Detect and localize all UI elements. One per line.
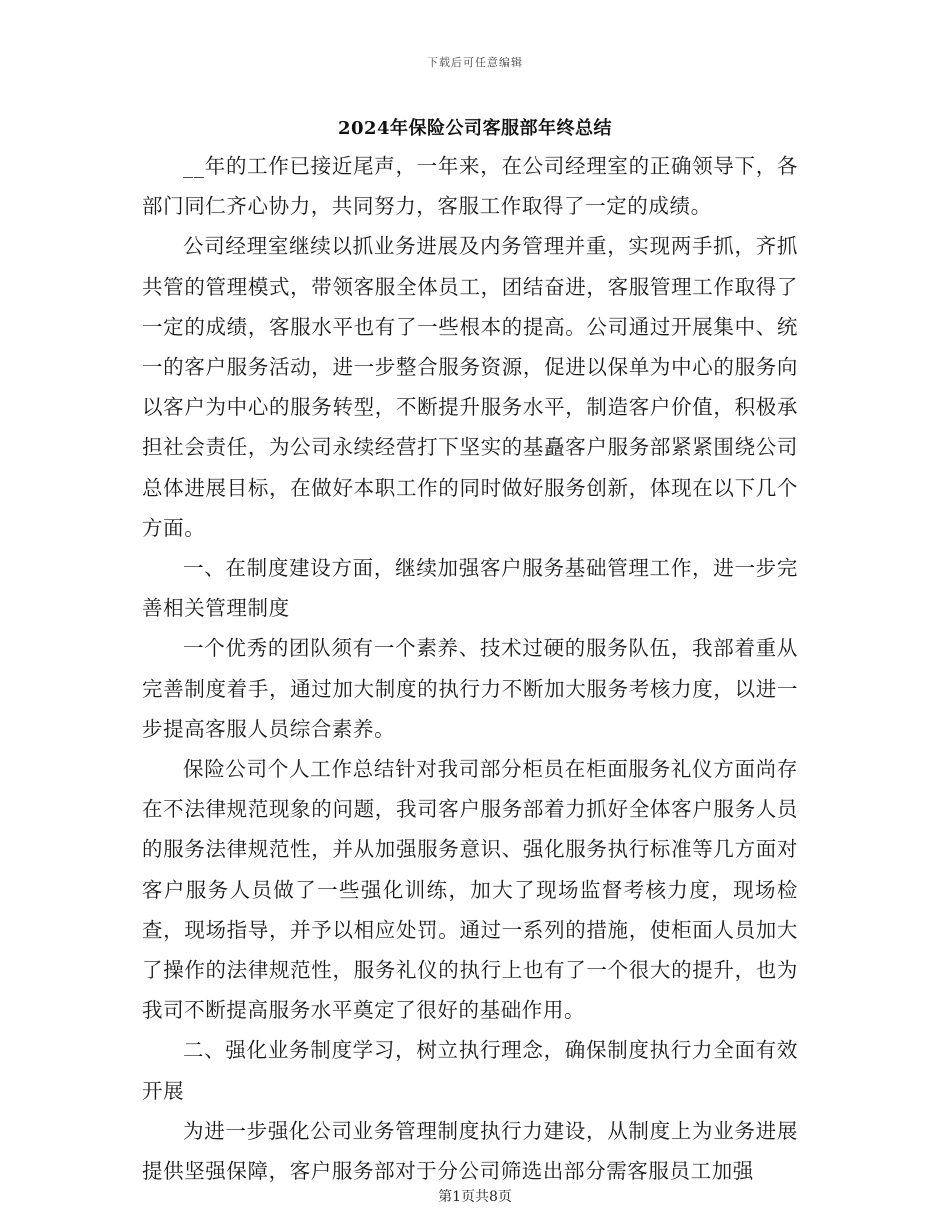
- paragraph-service-etiquette: 保险公司个人工作总结针对我司部分柜员在柜面服务礼仪方面尚存在不法律规范现象的问题，我司客户服务部着力抓好全体客户服务人员的服务法律规范性，并从加强服务意识、强化服务执行标准等几方面对客户服务人员做了一些强化训练，加大了现场监督考核力度，现场检查，现场指导，并予以相应处罚。通过一系列的措施，使柜面人员加大了操作的法律规范性，服务礼仪的执行上也有了一个很大的提升，也为我司不断提高服务水平奠定了很好的基础作用。: [142, 757, 798, 1023]
- paragraph-management-model: 公司经理室继续以抓业务进展及内务管理并重，实现两手抓，齐抓共管的管理模式，带领客服全体员工，团结奋进，客服管理工作取得了一定的成绩，客服水平也有了一些根本的提高。公司通过开展集中、统一的客户服务活动，进一步整合服务资源，促进以保单为中心的服务向以客户为中心的服务转型，不断提升服务水平，制造客户价值，积极承担社会责任，为公司永续经营打下坚实的基矗客户服务部紧紧围绕公司总体进展目标，在做好本职工作的同时做好服务创新，体现在以下几个方面。: [142, 234, 798, 540]
- section-heading-1: 一、在制度建设方面，继续加强客户服务基础管理工作，进一步完善相关管理制度: [142, 556, 798, 621]
- page-number: 第1页共8页: [438, 1189, 512, 1205]
- paragraph-execution: 为进一步强化公司业务管理制度执行力建设，从制度上为业务进展提供坚强保障，客户服务部对于分公司筛选出部分需客服员工加强: [142, 1118, 798, 1184]
- page-header-note: 下载后可任意编辑: [427, 56, 523, 69]
- document-body: [142, 146, 798, 1191]
- paragraph-intro: __年的工作已接近尾声，一年来，在公司经理室的正确领导下，各部门同仁齐心协力，共同努力，客服工作取得了一定的成绩。: [142, 154, 798, 219]
- section-heading-2: 二、强化业务制度学习，树立执行理念，确保制度执行力全面有效开展: [142, 1038, 798, 1103]
- paragraph-team-quality: 一个优秀的团队须有一个素养、技术过硬的服务队伍，我部着重从完善制度着手，通过加大制度的执行力不断加大服务考核力度，以进一步提高客服人员综合素养。: [142, 636, 798, 741]
- document-title: 2024年保险公司客服部年终总结: [337, 118, 613, 139]
